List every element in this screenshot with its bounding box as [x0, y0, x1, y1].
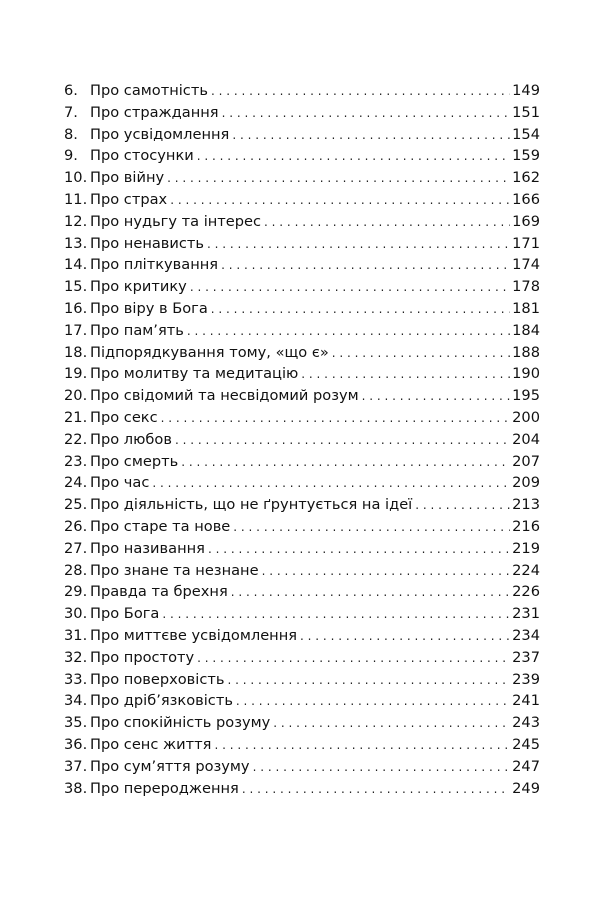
chapter-title: Про сенс життя: [90, 735, 212, 753]
chapter-number: 13.: [64, 234, 88, 252]
chapter-title: Про пам’ять: [90, 321, 184, 339]
chapter-number: 18.: [64, 343, 88, 361]
toc-entry[interactable]: [64, 603, 540, 625]
dot-leader: [214, 735, 510, 757]
toc-entry[interactable]: [64, 342, 540, 364]
page-number: 213: [512, 496, 540, 514]
page-number: 174: [512, 256, 540, 274]
chapter-title: Про миттєве усвідомлення: [90, 626, 298, 644]
chapter-number: 12.: [64, 212, 88, 230]
chapter-title: Про віру в Бога: [90, 299, 208, 317]
page-number: 195: [512, 387, 540, 405]
page-number: 184: [512, 321, 540, 339]
chapter-title: Про простоту: [90, 648, 195, 666]
chapter-number: 34.: [64, 692, 88, 710]
toc-entry[interactable]: [64, 80, 540, 102]
chapter-number: 28.: [64, 561, 88, 579]
toc-entry[interactable]: [64, 538, 540, 560]
toc-entry[interactable]: [64, 669, 540, 691]
chapter-number: 23.: [64, 452, 88, 470]
page-number: 224: [512, 561, 540, 579]
dot-leader: [236, 691, 510, 713]
dot-leader: [262, 561, 511, 583]
toc-entry[interactable]: [64, 756, 540, 778]
chapter-title: Про знане та незнане: [90, 561, 259, 579]
chapter-number: 7.: [64, 103, 78, 121]
chapter-title: Про Бога: [90, 605, 160, 623]
toc-entry[interactable]: [64, 625, 540, 647]
dot-leader: [162, 604, 510, 626]
dot-leader: [362, 386, 511, 408]
dot-leader: [181, 452, 510, 474]
dot-leader: [242, 779, 510, 801]
chapter-title: Про критику: [90, 278, 187, 296]
chapter-number: 20.: [64, 387, 88, 405]
toc-entry[interactable]: [64, 647, 540, 669]
chapter-number: 10.: [64, 169, 88, 187]
page-number: 245: [512, 735, 540, 753]
chapter-number: 17.: [64, 321, 88, 339]
chapter-title: Про діяльність, що не ґрунтується на ідеї: [90, 496, 413, 514]
page-number: 171: [512, 234, 540, 252]
chapter-number: 21.: [64, 408, 88, 426]
page-number: 162: [512, 169, 540, 187]
chapter-number: 19.: [64, 365, 88, 383]
chapter-title: Про переродження: [90, 779, 239, 797]
chapter-title: Про самотність: [90, 82, 208, 99]
dot-leader: [187, 321, 510, 343]
page-number: 178: [512, 278, 540, 296]
toc-entry[interactable]: [64, 407, 540, 429]
page-number: 166: [512, 190, 540, 208]
dot-leader: [233, 517, 510, 539]
page-number: 247: [512, 757, 540, 775]
chapter-number: 33.: [64, 670, 88, 688]
chapter-number: 36.: [64, 735, 88, 753]
page-number: 190: [512, 365, 540, 383]
toc-entry[interactable]: [64, 102, 540, 124]
toc-entry[interactable]: [64, 690, 540, 712]
page-number: 181: [512, 299, 540, 317]
chapter-title: Про страх: [90, 190, 168, 208]
dot-leader: [231, 582, 510, 604]
toc-entry[interactable]: [64, 298, 540, 320]
toc-entry[interactable]: [64, 581, 540, 603]
chapter-title: Про ненависть: [90, 234, 205, 252]
chapter-number: 25.: [64, 496, 88, 514]
toc-entry[interactable]: [64, 189, 540, 211]
toc-entry[interactable]: [64, 429, 540, 451]
dot-leader: [301, 364, 510, 386]
chapter-number: 27.: [64, 539, 88, 557]
toc-entry[interactable]: [64, 254, 540, 276]
page-number: 237: [512, 648, 540, 666]
chapter-number: 31.: [64, 626, 88, 644]
chapter-number: 22.: [64, 430, 88, 448]
page-number: 241: [512, 692, 540, 710]
chapter-number: 38.: [64, 779, 88, 797]
page-number: 169: [512, 212, 540, 230]
chapter-number: 15.: [64, 278, 88, 296]
toc-entry[interactable]: [64, 778, 540, 800]
chapter-title: Про називання: [90, 539, 205, 557]
page-number: 219: [512, 539, 540, 557]
toc-entry[interactable]: [64, 734, 540, 756]
chapter-title: Про дріб’язковість: [90, 692, 233, 710]
toc-entry[interactable]: [64, 211, 540, 233]
table-of-contents: [64, 80, 540, 799]
toc-entry[interactable]: [64, 451, 540, 473]
chapter-title: Про сум’яття розуму: [90, 757, 250, 775]
chapter-title: Про страждання: [90, 103, 219, 121]
page-number: 226: [512, 583, 540, 601]
toc-entry[interactable]: [64, 124, 540, 146]
page-number: 231: [512, 605, 540, 623]
chapter-title: Правда та брехня: [90, 583, 228, 601]
dot-leader: [227, 670, 510, 692]
chapter-number: 11.: [64, 190, 88, 208]
toc-entry[interactable]: [64, 167, 540, 189]
chapter-number: 37.: [64, 757, 88, 775]
chapter-title: Про молитву та медитацію: [90, 365, 299, 383]
chapter-title: Про спокійність розуму: [90, 714, 271, 732]
page-number: 239: [512, 670, 540, 688]
page-number: 249: [512, 779, 540, 797]
dot-leader: [161, 408, 510, 430]
page-number: 159: [512, 147, 540, 165]
page-number: 149: [512, 82, 540, 99]
page-number: 216: [512, 517, 540, 535]
toc-entry[interactable]: [64, 712, 540, 734]
page-number: 151: [512, 103, 540, 121]
toc-entry[interactable]: [64, 516, 540, 538]
chapter-number: 14.: [64, 256, 88, 274]
toc-entry[interactable]: [64, 560, 540, 582]
dot-leader: [152, 473, 510, 495]
toc-entry[interactable]: [64, 320, 540, 342]
dot-leader: [211, 81, 510, 103]
page-number: 200: [512, 408, 540, 426]
dot-leader: [253, 757, 511, 779]
dot-leader: [175, 430, 510, 452]
toc-entry[interactable]: [64, 233, 540, 255]
page-number: 188: [512, 343, 540, 361]
chapter-title: Про смерть: [90, 452, 179, 470]
chapter-number: 35.: [64, 714, 88, 732]
chapter-number: 6.: [64, 82, 78, 99]
chapter-title: Про пліткування: [90, 256, 219, 274]
dot-leader: [208, 539, 510, 561]
dot-leader: [221, 255, 510, 277]
dot-leader: [211, 299, 510, 321]
dot-leader: [332, 343, 510, 365]
page-number: 207: [512, 452, 540, 470]
page-number: 204: [512, 430, 540, 448]
chapter-number: 9.: [64, 147, 78, 165]
chapter-title: Про війну: [90, 169, 165, 187]
toc-entry[interactable]: [64, 145, 540, 167]
page-number: 234: [512, 626, 540, 644]
dot-leader: [170, 190, 510, 212]
chapter-title: Про стосунки: [90, 147, 194, 165]
chapter-title: Про нудьгу та інтерес: [90, 212, 262, 230]
dot-leader: [197, 648, 510, 670]
chapter-number: 32.: [64, 648, 88, 666]
chapter-title: Підпорядкування тому, «що є»: [90, 343, 329, 361]
chapter-number: 16.: [64, 299, 88, 317]
dot-leader: [415, 495, 510, 517]
chapter-number: 24.: [64, 474, 88, 492]
dot-leader: [190, 277, 510, 299]
dot-leader: [300, 626, 510, 648]
dot-leader: [222, 103, 511, 125]
chapter-title: Про час: [90, 474, 150, 492]
chapter-title: Про свідомий та несвідомий розум: [90, 387, 359, 405]
dot-leader: [264, 212, 510, 234]
dot-leader: [207, 234, 510, 256]
chapter-number: 26.: [64, 517, 88, 535]
page-number: 243: [512, 714, 540, 732]
page-number: 209: [512, 474, 540, 492]
dot-leader: [232, 125, 510, 147]
chapter-number: 30.: [64, 605, 88, 623]
toc-entry[interactable]: [64, 494, 540, 516]
toc-entry[interactable]: [64, 472, 540, 494]
chapter-title: Про секс: [90, 408, 158, 426]
dot-leader: [197, 146, 510, 168]
chapter-title: Про поверховість: [90, 670, 225, 688]
toc-entry[interactable]: [64, 385, 540, 407]
dot-leader: [167, 168, 510, 190]
toc-entry[interactable]: [64, 363, 540, 385]
toc-entry[interactable]: [64, 276, 540, 298]
chapter-title: Про любов: [90, 430, 172, 448]
chapter-title: Про старе та нове: [90, 517, 231, 535]
chapter-title: Про усвідомлення: [90, 125, 230, 143]
chapter-number: 8.: [64, 125, 78, 143]
chapter-number: 29.: [64, 583, 88, 601]
page-number: 154: [512, 125, 540, 143]
dot-leader: [273, 713, 510, 735]
